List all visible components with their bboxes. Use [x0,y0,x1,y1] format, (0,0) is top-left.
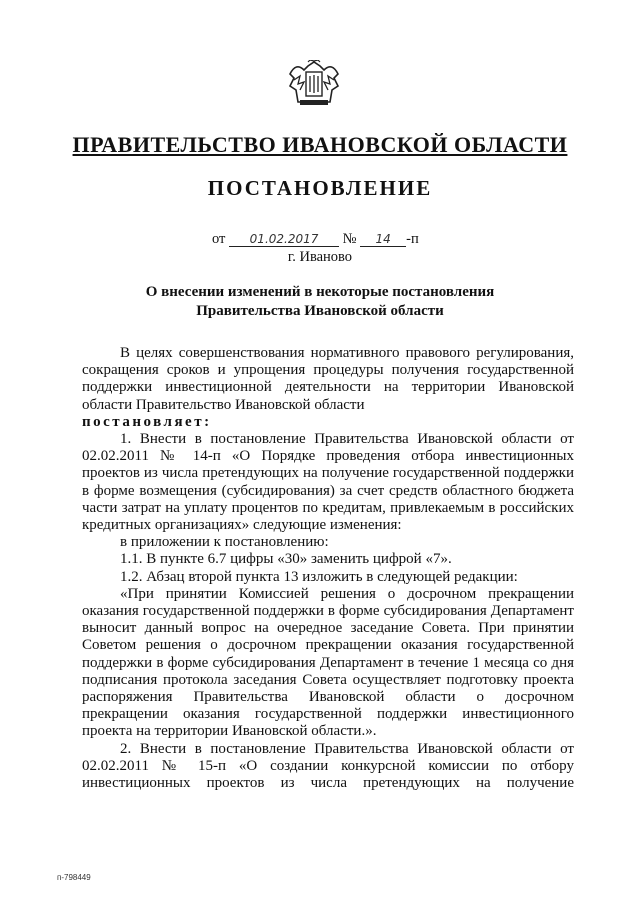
date-number-line [212,231,419,248]
number-suffix: -п [406,231,419,247]
item-1-2: 1.2. Абзац второй пункта 13 изложить в следующей редакции: [120,568,518,585]
number-value: 14 [360,232,406,247]
intro-paragraph [82,345,574,431]
intro-text: В целях совершенствования нормативного правового регулирования, сокращения сроков и упрощения процедуры получения государственной поддержки инвестиционной деятельности на территории Ивановской области Правительство Ивановской области [82,345,574,413]
coat-of-arms-emblem [286,60,342,110]
document-type-title: ПОСТАНОВЛЕНИЕ [207,176,433,200]
item-1-paragraph: 1. Внести в постановление Правительства Ивановской области от 02.02.2011 № 14-п «О Порядке проведения отбора инвестиционных проектов из числа претендующих на получение государственной поддержки в форме возмещения (субсидирования) за счет средств областного бюджета части затрат на уплату процентов по кредитам, привлекаемым в российских кредитных организациях» следующие изменения: [82,431,574,534]
subject-line-2: Правительства Ивановской области [196,303,444,319]
date-value: 01.02.2017 [229,232,339,247]
item-1-appendix: в приложении к постановлению: [120,534,329,551]
quoted-paragraph: «При принятии Комиссией решения о досрочном прекращении оказания государственной поддержки в форме субсидирования Департамент выносит данный вопрос на очередное заседание Совета. При принятии Советом решения о досрочном прекращении оказания государственной поддержки в форме субсидирования Департамент в течение 1 месяца со дня подписания протокола заседания Совета осуществляет подготовку проекта распоряжения Правительства Ивановской области о досрочном прекращении оказания государственной поддержки инвестиционного проекта на территории Ивановской области.». [82,585,574,740]
item-1-1: 1.1. В пункте 6.7 цифры «30» заменить цифрой «7». [120,551,452,568]
item-2-paragraph: 2. Внести в постановление Правительства Ивановской области от 02.02.2011 № 15-п «О создании конкурсной комиссии по отбору инвестиционных проектов из числа претендующих на получение [82,740,574,792]
document-subject [0,283,640,321]
government-title: ПРАВИТЕЛЬСТВО ИВАНОВСКОЙ ОБЛАСТИ [72,132,568,157]
city-line: г. Иваново [287,249,353,265]
number-prefix: № [342,231,357,247]
resolves-word: постановляет: [82,413,212,430]
document-body [82,345,574,792]
document-code: п-798449 [57,873,91,882]
date-prefix: от [212,231,226,247]
subject-line-1: О внесении изменений в некоторые постановления [145,284,495,300]
